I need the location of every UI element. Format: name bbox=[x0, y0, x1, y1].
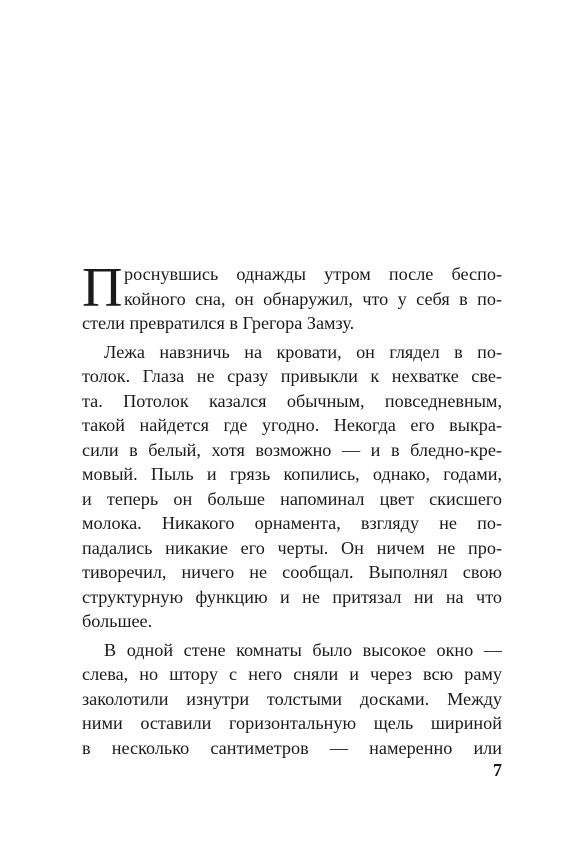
text-line: и теперь он больше напоминал цвет скисшего bbox=[82, 488, 502, 509]
text-line: слева, но штору с него сняли и через всю раму bbox=[82, 664, 502, 684]
text-line: В одной стене комнаты было высокое окно — bbox=[104, 639, 502, 660]
text-line: заколотили изнутри толстыми досками. Между bbox=[82, 688, 502, 709]
drop-cap: П bbox=[82, 257, 123, 319]
paragraph-1 bbox=[82, 257, 502, 336]
text-block bbox=[82, 257, 502, 760]
text-line: ними оставили горизонтальную щель шириной bbox=[82, 713, 502, 733]
paragraph-3 bbox=[82, 638, 502, 761]
text-line: толок. Глаза не сразу привыкли к нехватке све- bbox=[82, 366, 502, 386]
text-line: Лежа навзничь на кровати, он глядел в по- bbox=[104, 341, 502, 362]
text-line: сили в белый, хотя возможно — и в бледно-кре- bbox=[82, 439, 502, 460]
text-line: в несколько сантиметров — намеренно или bbox=[82, 737, 502, 758]
page-number: 7 bbox=[493, 760, 502, 780]
text-line: молока. Никакого орнамента, взгляду не по- bbox=[82, 513, 502, 533]
text-line: большее. bbox=[82, 611, 153, 631]
text-line: падались никакие его черты. Он ничем не про- bbox=[82, 537, 502, 558]
text-line: тиворечил, ничего не сообщал. Выполнял свою bbox=[82, 562, 502, 582]
text-line: такой найдется где угодно. Некогда его выкра- bbox=[82, 415, 502, 435]
text-line: та. Потолок казался обычным, повседневным, bbox=[82, 390, 502, 411]
text-line: роснувшись однажды утром после беспо- bbox=[124, 264, 502, 284]
text-line: мовый. Пыль и грязь копились, однако, годами, bbox=[82, 464, 502, 484]
paragraph-2 bbox=[82, 340, 502, 634]
text-line: койного сна, он обнаружил, что у себя в по- bbox=[124, 288, 502, 309]
text-line: структурную функцию и не притязал ни на что bbox=[82, 586, 502, 607]
text-line: стели превратился в Грегора Замзу. bbox=[82, 313, 355, 333]
